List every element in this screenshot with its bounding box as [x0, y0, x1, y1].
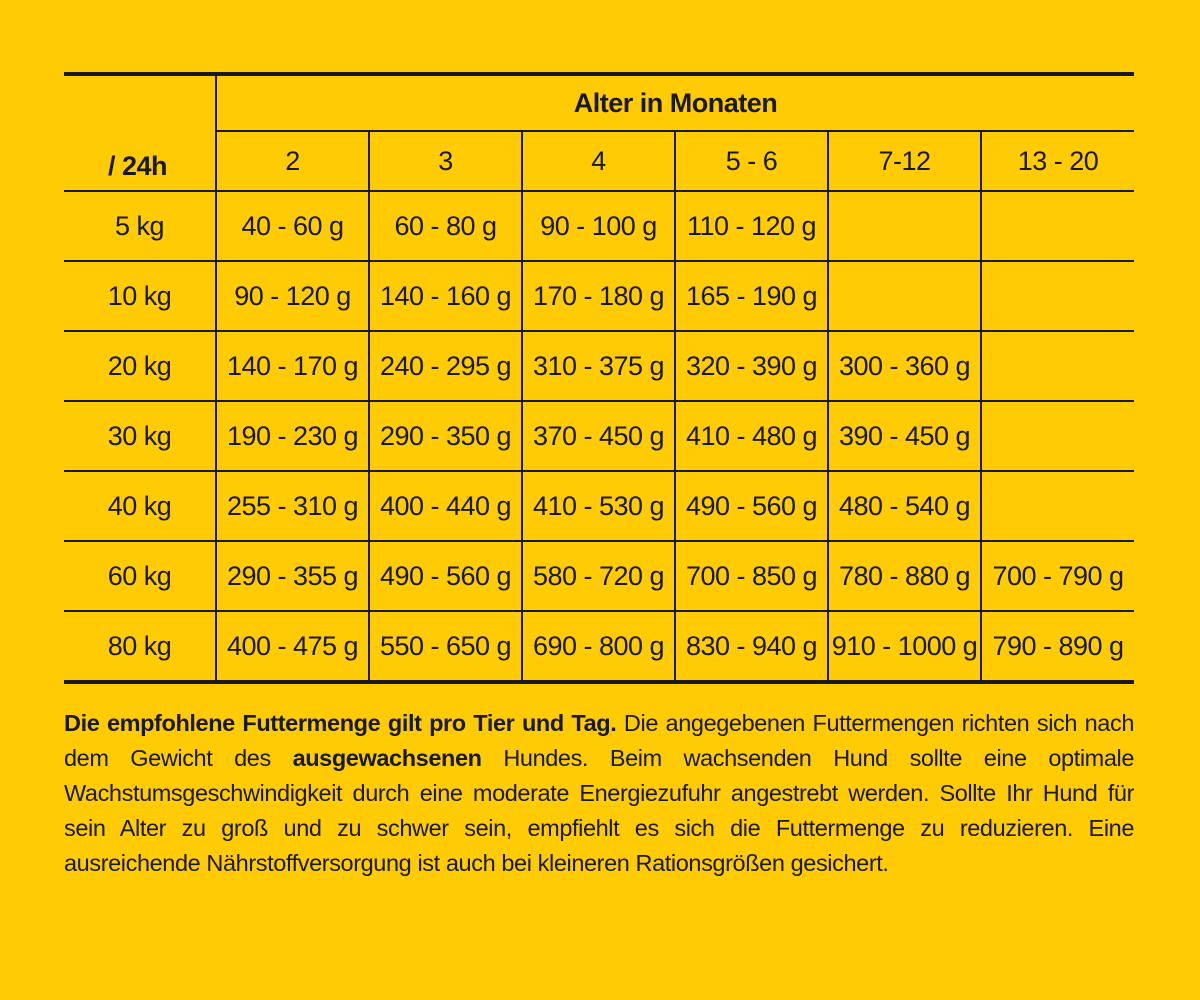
amount-cell: 110 - 120 g — [675, 191, 828, 261]
amount-cell — [981, 471, 1134, 541]
amount-cell: 90 - 100 g — [522, 191, 675, 261]
amount-cell: 290 - 350 g — [369, 401, 522, 471]
amount-cell: 255 - 310 g — [216, 471, 369, 541]
note-text: Hundes. Beim wachsenden Hund sollte eine optimale Wachstumsgeschwindigkeit durch eine moderate Energiezufuhr angestrebt werden. Sollte Ihr Hund für sein Alter zu groß und zu schwer sein, empfiehlt es sich die Futtermenge zu reduzieren. Eine ausreichende Nährstoffversorgung ist auch bei kleineren Rationsgrößen gesichert. — [64, 745, 1134, 876]
amount-cell: 140 - 170 g — [216, 331, 369, 401]
amount-cell: 290 - 355 g — [216, 541, 369, 611]
amount-cell — [981, 261, 1134, 331]
age-column-header: 4 — [522, 131, 675, 191]
stub-header: / 24h — [64, 74, 216, 191]
weight-cell: 10 kg — [64, 261, 216, 331]
amount-cell: 400 - 475 g — [216, 611, 369, 682]
amount-cell: 300 - 360 g — [828, 331, 981, 401]
feeding-table — [64, 72, 1134, 684]
amount-cell: 240 - 295 g — [369, 331, 522, 401]
table-row — [64, 331, 1134, 401]
amount-cell: 550 - 650 g — [369, 611, 522, 682]
table-header-group-row — [64, 74, 1134, 131]
amount-cell: 690 - 800 g — [522, 611, 675, 682]
amount-cell: 170 - 180 g — [522, 261, 675, 331]
age-column-header: 2 — [216, 131, 369, 191]
weight-cell: 60 kg — [64, 541, 216, 611]
amount-cell: 580 - 720 g — [522, 541, 675, 611]
amount-cell: 700 - 790 g — [981, 541, 1134, 611]
amount-cell: 830 - 940 g — [675, 611, 828, 682]
amount-cell — [981, 191, 1134, 261]
table-row — [64, 541, 1134, 611]
amount-cell — [828, 261, 981, 331]
weight-cell: 20 kg — [64, 331, 216, 401]
weight-cell: 5 kg — [64, 191, 216, 261]
amount-cell: 490 - 560 g — [369, 541, 522, 611]
amount-cell: 140 - 160 g — [369, 261, 522, 331]
table-row — [64, 261, 1134, 331]
note-text: Die angegebenen Futtermengen richten sich nach dem Gewicht des — [64, 710, 1134, 771]
amount-cell — [981, 331, 1134, 401]
amount-cell: 790 - 890 g — [992, 630, 1124, 661]
note-bold-lead: Die empfohlene Futtermenge gilt pro Tier und Tag. — [64, 710, 617, 736]
weight-cell: 40 kg — [64, 471, 216, 541]
amount-cell: 480 - 540 g — [828, 471, 981, 541]
amount-cell — [828, 191, 981, 261]
age-group-header: Alter in Monaten — [216, 74, 1134, 131]
amount-cell: 90 - 120 g — [216, 261, 369, 331]
table-header-age-row — [64, 131, 1134, 191]
weight-cell: 80 kg — [64, 611, 216, 682]
note-bold-word: ausgewachsenen — [292, 745, 482, 771]
table-row — [64, 471, 1134, 541]
amount-cell: 320 - 390 g — [675, 331, 828, 401]
amount-cell: 390 - 450 g — [828, 401, 981, 471]
age-column-header: 13 - 20 — [981, 131, 1134, 191]
amount-cell: 190 - 230 g — [216, 401, 369, 471]
table-row — [64, 611, 1134, 682]
amount-cell: 400 - 440 g — [369, 471, 522, 541]
amount-cell: 410 - 480 g — [675, 401, 828, 471]
amount-cell: 310 - 375 g — [522, 331, 675, 401]
amount-cell: 60 - 80 g — [369, 191, 522, 261]
amount-cell: 40 - 60 g — [216, 191, 369, 261]
amount-cell: 165 - 190 g — [675, 261, 828, 331]
weight-cell: 30 kg — [64, 401, 216, 471]
amount-cell: 370 - 450 g — [522, 401, 675, 471]
table-row — [64, 401, 1134, 471]
amount-cell: 490 - 560 g — [675, 471, 828, 541]
feeding-note — [64, 706, 1134, 881]
table-row — [64, 191, 1134, 261]
amount-cell: 410 - 530 g — [522, 471, 675, 541]
amount-cell: 700 - 850 g — [675, 541, 828, 611]
amount-cell: 910 - 1000 g — [828, 611, 981, 682]
amount-cell: 780 - 880 g — [828, 541, 981, 611]
age-column-header: 3 — [369, 131, 522, 191]
age-column-header: 7-12 — [828, 131, 981, 191]
amount-cell — [981, 401, 1134, 471]
age-column-header: 5 - 6 — [675, 131, 828, 191]
